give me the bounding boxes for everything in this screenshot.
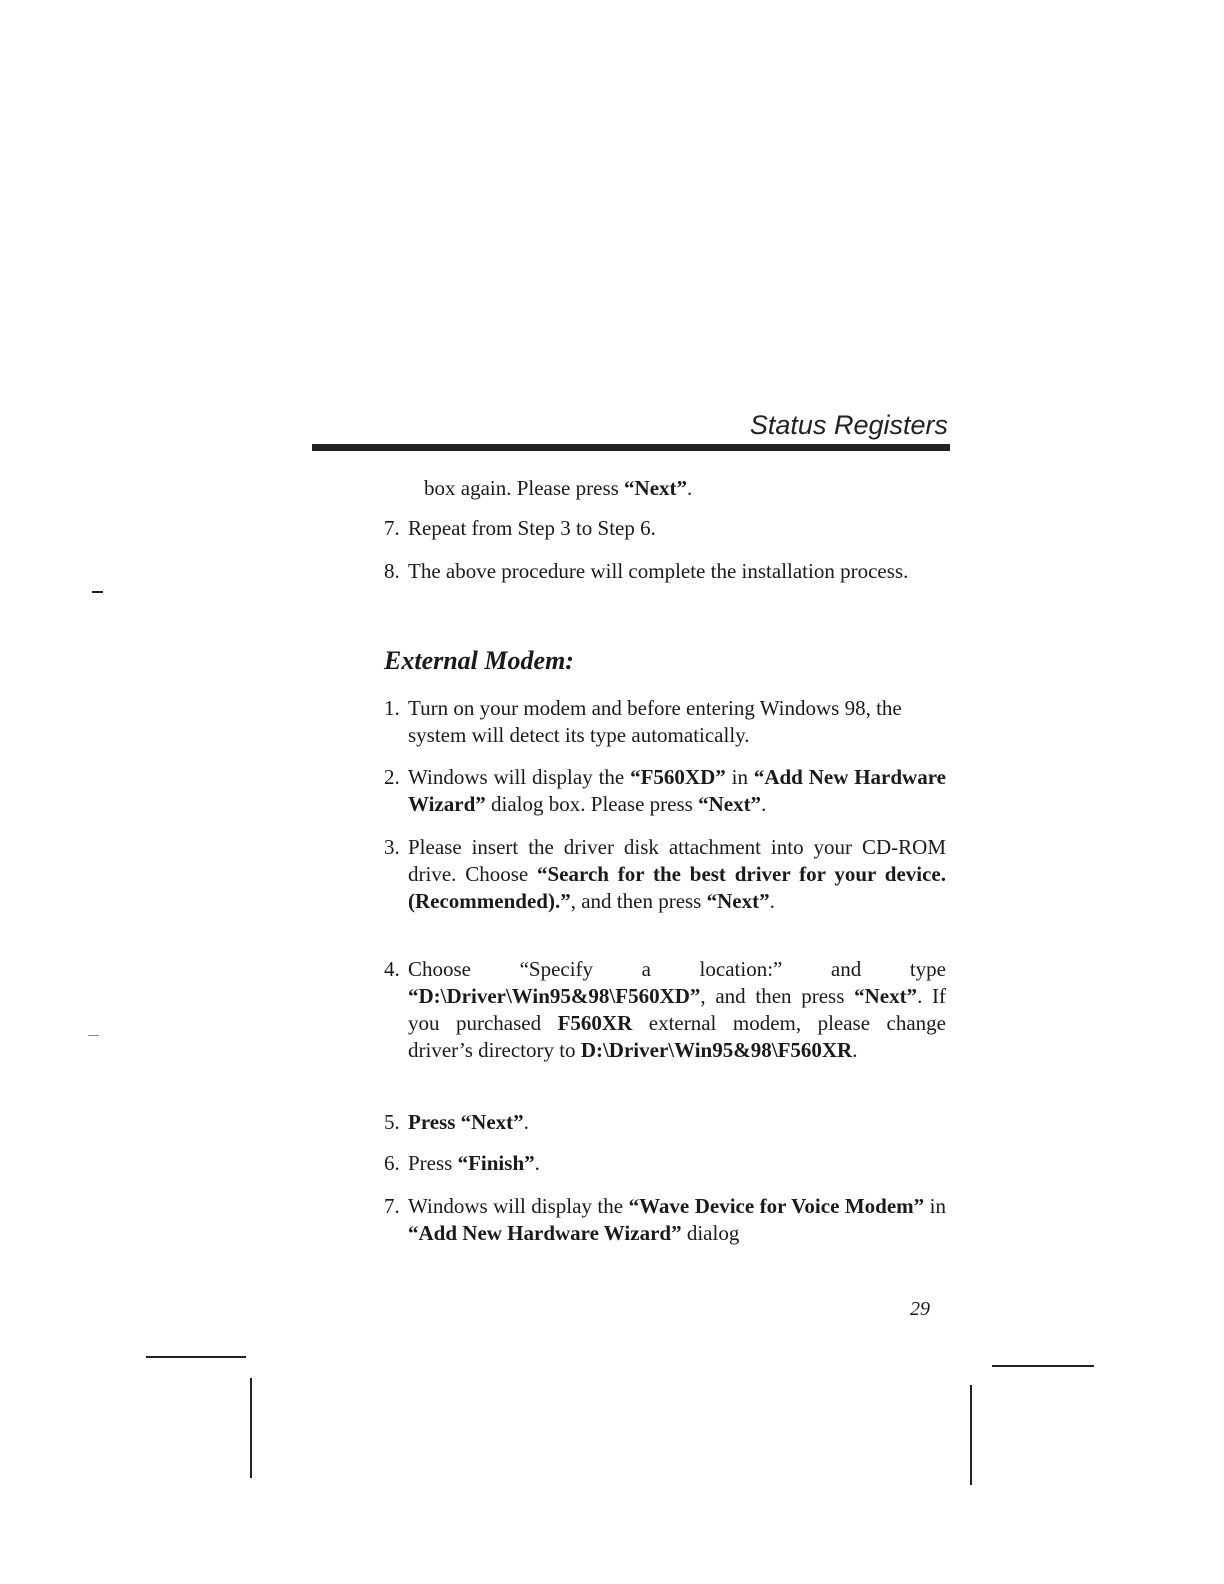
list-item-number: 7. <box>384 516 400 540</box>
list-item-number: 1. <box>384 696 400 720</box>
bold-run: “F560XD” <box>630 765 726 789</box>
list-item-text <box>408 1150 946 1177</box>
header-rule <box>312 444 950 451</box>
continuation-paragraph <box>384 475 946 502</box>
continuation-text: box again. Please press <box>424 476 625 500</box>
page-number: 29 <box>910 1298 930 1320</box>
text-run: . <box>761 792 767 816</box>
text-run: Windows will display the <box>408 1194 629 1218</box>
crop-mark-horizontal-left <box>146 1356 246 1358</box>
margin-tick-mark <box>92 591 103 593</box>
bold-run: Press “Next” <box>408 1110 524 1134</box>
text-run: Windows will display the <box>408 765 631 789</box>
continuation-bold: “Next” <box>624 476 688 500</box>
text-run: . <box>769 889 775 913</box>
list-item-2 <box>384 764 946 818</box>
text-run: external modem, please change driver’s directory to <box>408 1011 946 1062</box>
bold-run: D:\Driver\Win95&98\F560XR <box>580 1038 853 1062</box>
list-item-text: Repeat from Step 3 to Step 6. <box>408 516 656 540</box>
list-item-text <box>408 834 946 915</box>
bold-run: “Finish” <box>457 1151 535 1175</box>
list-item-number: 4. <box>384 957 400 981</box>
text-run: dialog box. Please press <box>485 792 699 816</box>
list-item-text <box>408 1193 946 1247</box>
list-item-text: The above procedure will complete the installation process. <box>408 559 909 583</box>
list-item-number: 3. <box>384 835 400 859</box>
text-run: . <box>534 1151 540 1175</box>
bold-run: “Next” <box>698 792 762 816</box>
list-item-text: Turn on your modem and before entering Windows 98, the system will detect its type automatically. <box>408 696 902 747</box>
bold-run: “Next” <box>706 889 770 913</box>
list-item-number: 7. <box>384 1194 400 1218</box>
list-item-number: 6. <box>384 1151 400 1175</box>
text-run: dialog <box>681 1221 740 1245</box>
bold-run: “Add New Hardware Wizard” <box>408 765 946 816</box>
text-run: Press <box>408 1151 458 1175</box>
list-item-5 <box>384 1109 946 1136</box>
bold-run: “Next” <box>854 984 918 1008</box>
margin-tick-mark <box>88 1035 99 1036</box>
text-run: in <box>924 1194 946 1218</box>
list-item-number: 5. <box>384 1110 400 1134</box>
section-heading-external-modem: External Modem: <box>384 646 574 675</box>
continuation-end: . <box>687 476 693 500</box>
list-item-7 <box>384 1193 946 1247</box>
text-run: . <box>523 1110 529 1134</box>
bold-run: “D:\Driver\Win95&98\F560XD” <box>408 984 701 1008</box>
crop-mark-vertical-right <box>970 1385 972 1485</box>
crop-mark-horizontal-right <box>992 1365 1094 1367</box>
text-run: , and then press <box>570 889 707 913</box>
text-run: Choose “Specify a location:” and type <box>408 957 946 981</box>
list-item-text <box>408 764 946 818</box>
list-item-4 <box>384 956 946 1064</box>
list-item-6 <box>384 1150 946 1177</box>
list-item-1 <box>384 695 946 749</box>
text-run: in <box>725 765 754 789</box>
list-item-text <box>408 1109 946 1136</box>
bold-run: “Add New Hardware Wizard” <box>408 1221 682 1245</box>
list-item-pre-8 <box>384 558 946 585</box>
crop-mark-vertical-left <box>250 1378 252 1478</box>
text-run: . If you purchased <box>408 984 946 1035</box>
list-item-text <box>408 956 946 1064</box>
list-item-number: 2. <box>384 765 400 789</box>
list-item-pre-7 <box>384 515 946 542</box>
text-run: Please insert the driver disk attachment into your CD-ROM drive. Choose <box>408 835 946 886</box>
bold-run: “Search for the best driver for your device. (Recommended).” <box>408 862 946 913</box>
text-run: . <box>852 1038 858 1062</box>
bold-run: F560XR <box>557 1011 633 1035</box>
text-run: , and then press <box>700 984 855 1008</box>
running-header-title: Status Registers <box>749 410 948 440</box>
list-item-number: 8. <box>384 559 400 583</box>
list-item-3 <box>384 834 946 915</box>
bold-run: “Wave Device for Voice Modem” <box>628 1194 925 1218</box>
